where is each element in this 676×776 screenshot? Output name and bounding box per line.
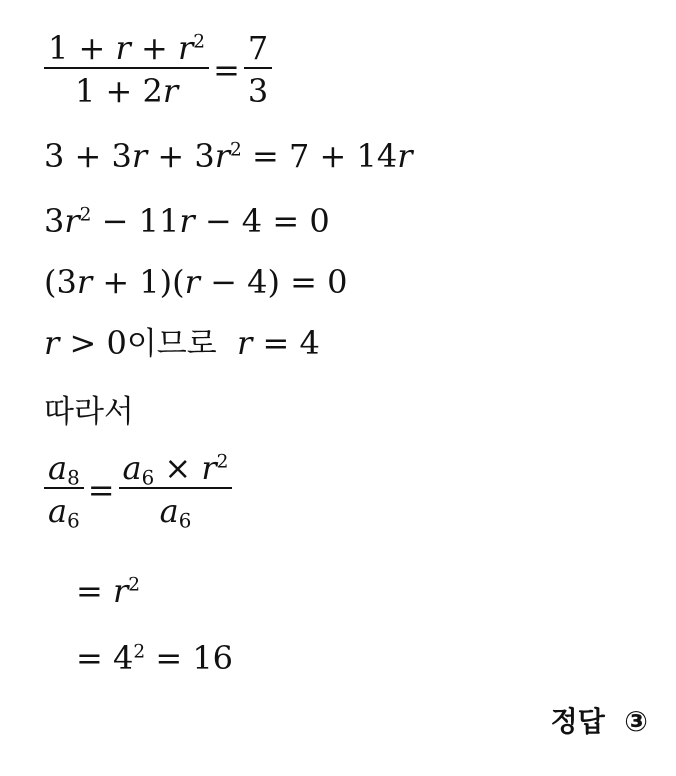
equation-line-9: = $4^2 = 16$	[76, 639, 234, 677]
equation-line-4: (3r + 1)(r − 4) = 0	[44, 263, 348, 301]
korean-connector: 이므로	[126, 326, 217, 362]
equation-line-7: $\frac{a_8}{a_6}$ = $\frac{a_6 \times r^2}{a_6}$	[44, 452, 232, 527]
fraction-lhs	[44, 29, 209, 110]
fraction-ratio: $\frac{a_8}{a_6}$	[44, 452, 84, 527]
equation-line-5: r > 0이므로 r = 4	[44, 324, 320, 362]
equation-line-1: $\frac{1 + r + r^2}{1 + 2r}$ = $\frac{7}{3}$	[44, 32, 272, 107]
answer-label	[551, 700, 648, 740]
equation-line-8: = $r^2$	[76, 572, 141, 610]
equation-line-3: $3r^2 - 11r - 4 = 0$	[44, 202, 330, 240]
denominator: 1 + 2r	[74, 72, 179, 110]
fraction-rhs: $\frac{7}{3}$	[244, 32, 272, 107]
equation-line-2: $3 + 3r + 3r^2 = 7 + 14r$	[44, 137, 413, 175]
korean-therefore: 따라서	[44, 394, 134, 430]
answer-choice: ③	[624, 705, 648, 738]
answer-text: 정답	[550, 705, 605, 738]
numerator: $1 + r + r^2$	[44, 32, 209, 69]
fraction-substitution: $\frac{a_6 \times r^2}{a_6}$	[119, 452, 233, 527]
